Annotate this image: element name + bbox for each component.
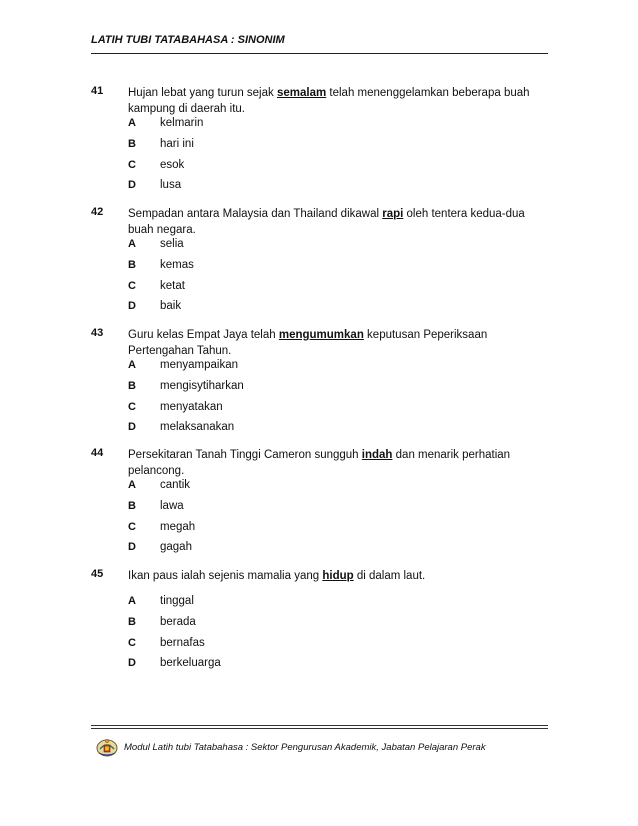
- question-number: 45: [91, 568, 104, 580]
- option-letter: A: [128, 238, 136, 250]
- option-c[interactable]: [128, 637, 328, 655]
- footer-text: Modul Latih tubi Tatabahasa : Sektor Pengurusan Akademik, Jabatan Pelajaran Perak: [124, 742, 486, 753]
- option-b[interactable]: [128, 138, 328, 156]
- footer-divider: [91, 728, 548, 729]
- footer-divider: [91, 725, 548, 726]
- question-text-before: Sempadan antara Malaysia dan Thailand dikawal: [128, 208, 383, 220]
- question-text-before: Guru kelas Empat Jaya telah: [128, 329, 279, 341]
- option-d[interactable]: [128, 421, 328, 439]
- question-text: [128, 85, 538, 117]
- question-text-after: dan menarik perhatian pelancong.: [128, 449, 511, 477]
- question-text-after: di dalam laut.: [353, 570, 426, 582]
- state-crest-icon: [96, 736, 118, 758]
- question-keyword: semalam: [276, 87, 327, 99]
- question-text: [128, 327, 538, 359]
- option-text: mengisytiharkan: [160, 380, 244, 392]
- page-header-title: LATIH TUBI TATABAHASA : SINONIM: [91, 34, 285, 46]
- option-letter: C: [128, 637, 136, 649]
- option-c[interactable]: [128, 159, 328, 177]
- header-divider: [91, 53, 548, 54]
- option-letter: D: [128, 300, 136, 312]
- option-letter: A: [128, 359, 136, 371]
- question-text-after: keputusan Peperiksaan Pertengahan Tahun.: [128, 329, 488, 357]
- option-a[interactable]: [128, 359, 328, 377]
- option-text: esok: [160, 159, 185, 171]
- option-d[interactable]: [128, 541, 328, 559]
- option-text: berkeluarga: [160, 657, 221, 669]
- option-letter: B: [128, 380, 136, 392]
- option-text: menyampaikan: [160, 359, 238, 371]
- option-c[interactable]: [128, 521, 328, 539]
- question-keyword: rapi: [382, 208, 404, 220]
- option-b[interactable]: [128, 380, 328, 398]
- option-text: menyatakan: [160, 401, 223, 413]
- option-letter: A: [128, 117, 136, 129]
- option-text: berada: [160, 616, 196, 628]
- option-letter: D: [128, 657, 136, 669]
- option-text: cantik: [160, 479, 191, 491]
- option-text: melaksanakan: [160, 421, 235, 433]
- option-text: tinggal: [160, 595, 194, 607]
- option-a[interactable]: [128, 117, 328, 135]
- option-text: kemas: [160, 259, 194, 271]
- question-keyword: mengumumkan: [278, 329, 364, 341]
- option-text: gagah: [160, 541, 192, 553]
- question-number: 41: [91, 85, 104, 97]
- option-letter: B: [128, 616, 136, 628]
- option-text: hari ini: [160, 138, 194, 150]
- option-text: baik: [160, 300, 182, 312]
- option-c[interactable]: [128, 401, 328, 419]
- option-text: bernafas: [160, 637, 205, 649]
- option-text: ketat: [160, 280, 185, 292]
- option-letter: D: [128, 421, 136, 433]
- question-keyword: hidup: [322, 570, 354, 582]
- option-text: megah: [160, 521, 196, 533]
- option-letter: A: [128, 595, 136, 607]
- option-letter: D: [128, 541, 136, 553]
- option-c[interactable]: [128, 280, 328, 298]
- option-b[interactable]: [128, 259, 328, 277]
- question-text: [128, 206, 538, 238]
- question-text-before: Hujan lebat yang turun sejak: [128, 87, 277, 99]
- question-text-after: telah menenggelamkan beberapa buah kampung di daerah itu.: [128, 87, 530, 115]
- option-letter: D: [128, 179, 136, 191]
- question-text-before: Ikan paus ialah sejenis mamalia yang: [128, 570, 323, 582]
- option-b[interactable]: [128, 500, 328, 518]
- question-text: [128, 447, 538, 479]
- option-letter: C: [128, 401, 136, 413]
- question-number: 42: [91, 206, 104, 218]
- option-d[interactable]: [128, 179, 328, 197]
- question-keyword: indah: [361, 449, 393, 461]
- question-text-after: oleh tentera kedua-dua buah negara.: [128, 208, 525, 236]
- option-text: lusa: [160, 179, 182, 191]
- option-letter: B: [128, 500, 136, 512]
- option-letter: B: [128, 138, 136, 150]
- question-number: 44: [91, 447, 104, 459]
- question-text-before: Persekitaran Tanah Tinggi Cameron sungguh: [128, 449, 362, 461]
- option-letter: C: [128, 159, 136, 171]
- option-letter: B: [128, 259, 136, 271]
- option-letter: C: [128, 521, 136, 533]
- option-d[interactable]: [128, 300, 328, 318]
- option-a[interactable]: [128, 238, 328, 256]
- option-text: lawa: [160, 500, 184, 512]
- option-letter: A: [128, 479, 136, 491]
- question-text: [128, 568, 538, 584]
- option-b[interactable]: [128, 616, 328, 634]
- option-d[interactable]: [128, 657, 328, 675]
- option-text: selia: [160, 238, 184, 250]
- question-number: 43: [91, 327, 104, 339]
- option-a[interactable]: [128, 479, 328, 497]
- option-a[interactable]: [128, 595, 328, 613]
- option-text: kelmarin: [160, 117, 204, 129]
- option-letter: C: [128, 280, 136, 292]
